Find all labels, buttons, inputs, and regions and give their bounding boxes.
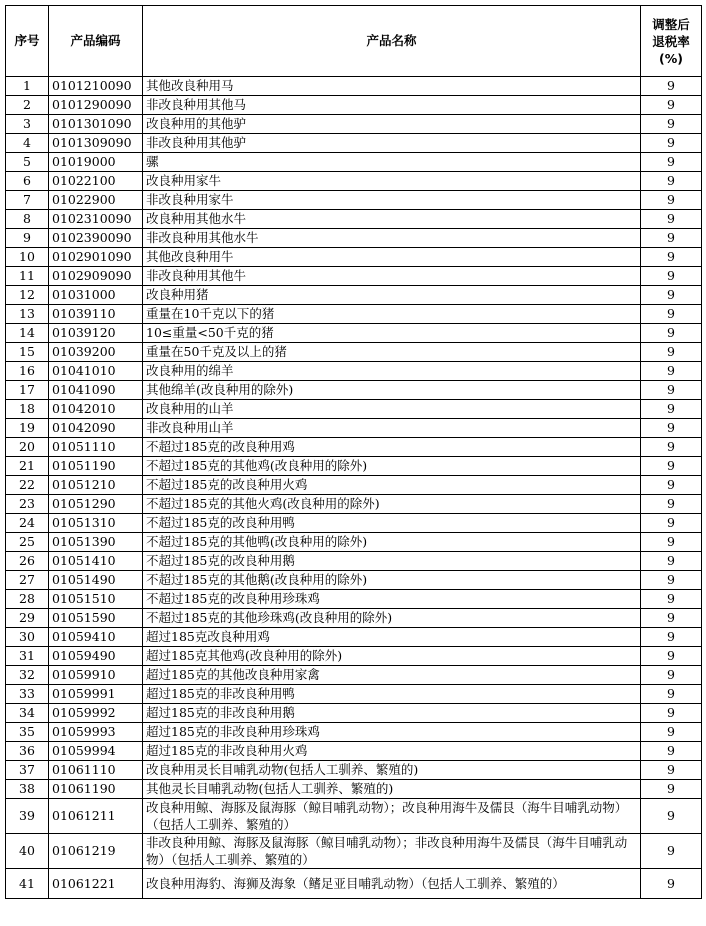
row-rebate-rate: 9 [641, 419, 702, 438]
row-product-name: 不超过185克的改良种用鸡 [143, 438, 641, 457]
row-product-code: 01051490 [49, 571, 143, 590]
row-seq: 40 [6, 834, 49, 869]
table-row [6, 210, 702, 229]
header-rate [641, 6, 702, 77]
table-row [6, 134, 702, 153]
row-seq: 41 [6, 869, 49, 899]
table-row [6, 742, 702, 761]
row-seq: 28 [6, 590, 49, 609]
row-product-name: 不超过185克的其他火鸡(改良种用的除外) [143, 495, 641, 514]
row-rebate-rate: 9 [641, 96, 702, 115]
row-product-name: 不超过185克的其他鸡(改良种用的除外) [143, 457, 641, 476]
row-product-name: 非改良种用其他牛 [143, 267, 641, 286]
row-product-name: 重量在50千克及以上的猪 [143, 343, 641, 362]
row-product-code: 0102909090 [49, 267, 143, 286]
row-rebate-rate: 9 [641, 115, 702, 134]
row-seq: 10 [6, 248, 49, 267]
row-rebate-rate: 9 [641, 685, 702, 704]
row-seq: 21 [6, 457, 49, 476]
table-row [6, 191, 702, 210]
row-seq: 31 [6, 647, 49, 666]
row-product-name: 超过185克的非改良种用鸭 [143, 685, 641, 704]
row-seq: 22 [6, 476, 49, 495]
table-row [6, 799, 702, 834]
row-seq: 25 [6, 533, 49, 552]
row-seq: 36 [6, 742, 49, 761]
row-product-name: 其他灵长目哺乳动物(包括人工驯养、繁殖的) [143, 780, 641, 799]
row-seq: 27 [6, 571, 49, 590]
table-row [6, 723, 702, 742]
row-rebate-rate: 9 [641, 647, 702, 666]
row-rebate-rate: 9 [641, 495, 702, 514]
row-product-name: 非改良种用其他马 [143, 96, 641, 115]
row-seq: 5 [6, 153, 49, 172]
table-row [6, 704, 702, 723]
row-product-name: 非改良种用家牛 [143, 191, 641, 210]
row-product-name: 10≤重量<50千克的猪 [143, 324, 641, 343]
table-row [6, 571, 702, 590]
row-product-name: 超过185克的其他改良种用家禽 [143, 666, 641, 685]
table-row [6, 153, 702, 172]
row-product-name: 超过185克改良种用鸡 [143, 628, 641, 647]
table-row [6, 647, 702, 666]
row-rebate-rate: 9 [641, 229, 702, 248]
table-row [6, 419, 702, 438]
row-product-code: 01051310 [49, 514, 143, 533]
row-product-code: 01061221 [49, 869, 143, 899]
row-product-name: 超过185克其他鸡(改良种用的除外) [143, 647, 641, 666]
table-row [6, 476, 702, 495]
table-row [6, 267, 702, 286]
row-seq: 17 [6, 381, 49, 400]
row-product-code: 0101309090 [49, 134, 143, 153]
row-rebate-rate: 9 [641, 571, 702, 590]
row-rebate-rate: 9 [641, 362, 702, 381]
table-row [6, 514, 702, 533]
row-seq: 35 [6, 723, 49, 742]
row-seq: 6 [6, 172, 49, 191]
row-product-code: 01051590 [49, 609, 143, 628]
table-row [6, 96, 702, 115]
table-row [6, 77, 702, 96]
table-row [6, 869, 702, 899]
row-product-name: 其他改良种用马 [143, 77, 641, 96]
row-product-code: 01059910 [49, 666, 143, 685]
row-product-code: 01051290 [49, 495, 143, 514]
header-rate-line-1: 调整后 [652, 16, 690, 32]
table-row [6, 324, 702, 343]
row-product-name: 改良种用灵长目哺乳动物(包括人工驯养、繁殖的) [143, 761, 641, 780]
table-row [6, 590, 702, 609]
row-product-name: 超过185克的非改良种用鹅 [143, 704, 641, 723]
row-rebate-rate: 9 [641, 609, 702, 628]
row-product-name: 改良种用的其他驴 [143, 115, 641, 134]
header-rate-line-3: (%) [659, 50, 683, 66]
table-row [6, 248, 702, 267]
row-product-code: 01031000 [49, 286, 143, 305]
row-rebate-rate: 9 [641, 191, 702, 210]
table-body [6, 77, 702, 899]
table-row [6, 286, 702, 305]
row-seq: 29 [6, 609, 49, 628]
row-product-code: 01061211 [49, 799, 143, 834]
row-seq: 33 [6, 685, 49, 704]
row-product-name: 不超过185克的其他鹅(改良种用的除外) [143, 571, 641, 590]
row-product-name: 不超过185克的改良种用鸭 [143, 514, 641, 533]
row-product-code: 0101210090 [49, 77, 143, 96]
row-product-name: 改良种用其他水牛 [143, 210, 641, 229]
row-seq: 13 [6, 305, 49, 324]
table-row [6, 780, 702, 799]
row-rebate-rate: 9 [641, 457, 702, 476]
row-product-name: 骡 [143, 153, 641, 172]
row-seq: 18 [6, 400, 49, 419]
row-seq: 38 [6, 780, 49, 799]
row-product-name: 不超过185克的其他珍珠鸡(改良种用的除外) [143, 609, 641, 628]
row-product-code: 01041010 [49, 362, 143, 381]
row-product-code: 0101290090 [49, 96, 143, 115]
table-row [6, 172, 702, 191]
row-product-code: 01051110 [49, 438, 143, 457]
row-product-name: 改良种用猪 [143, 286, 641, 305]
table-row [6, 552, 702, 571]
row-rebate-rate: 9 [641, 590, 702, 609]
row-rebate-rate: 9 [641, 438, 702, 457]
table-row [6, 609, 702, 628]
row-product-code: 0101301090 [49, 115, 143, 134]
row-rebate-rate: 9 [641, 172, 702, 191]
row-product-name: 超过185克的非改良种用火鸡 [143, 742, 641, 761]
row-product-code: 01042010 [49, 400, 143, 419]
row-product-name: 不超过185克的改良种用珍珠鸡 [143, 590, 641, 609]
table-row [6, 834, 702, 869]
row-product-name: 非改良种用其他水牛 [143, 229, 641, 248]
table-row [6, 400, 702, 419]
header-name: 产品名称 [143, 6, 641, 77]
row-product-name: 改良种用鲸、海豚及鼠海豚（鲸目哺乳动物）；改良种用海牛及儒艮（海牛目哺乳动物）（包括人工驯养、繁殖的） [143, 799, 641, 834]
row-product-code: 01042090 [49, 419, 143, 438]
row-product-name: 不超过185克的改良种用火鸡 [143, 476, 641, 495]
row-product-name: 非改良种用鲸、海豚及鼠海豚（鲸目哺乳动物）；非改良种用海牛及儒艮（海牛目哺乳动物）（包括人工驯养、繁殖的） [143, 834, 641, 869]
header-rate-line-2: 退税率 [652, 33, 690, 49]
row-seq: 1 [6, 77, 49, 96]
row-seq: 14 [6, 324, 49, 343]
table-row [6, 761, 702, 780]
row-seq: 15 [6, 343, 49, 362]
row-seq: 39 [6, 799, 49, 834]
row-rebate-rate: 9 [641, 476, 702, 495]
row-product-name: 非改良种用山羊 [143, 419, 641, 438]
row-seq: 23 [6, 495, 49, 514]
table-row [6, 628, 702, 647]
row-product-name: 改良种用海豹、海狮及海象（鳍足亚目哺乳动物）（包括人工驯养、繁殖的） [143, 869, 641, 899]
header-row [6, 6, 702, 77]
row-rebate-rate: 9 [641, 77, 702, 96]
header-seq: 序号 [6, 6, 49, 77]
row-product-code: 01059490 [49, 647, 143, 666]
row-product-code: 01059991 [49, 685, 143, 704]
row-seq: 3 [6, 115, 49, 134]
table-row [6, 115, 702, 134]
table-row [6, 305, 702, 324]
row-rebate-rate: 9 [641, 305, 702, 324]
row-seq: 11 [6, 267, 49, 286]
row-seq: 32 [6, 666, 49, 685]
row-product-code: 01051510 [49, 590, 143, 609]
row-product-code: 01051190 [49, 457, 143, 476]
row-rebate-rate: 9 [641, 286, 702, 305]
row-rebate-rate: 9 [641, 514, 702, 533]
row-product-code: 01059994 [49, 742, 143, 761]
row-product-name: 重量在10千克以下的猪 [143, 305, 641, 324]
table-row [6, 362, 702, 381]
row-product-name: 其他绵羊(改良种用的除外) [143, 381, 641, 400]
row-product-code: 0102390090 [49, 229, 143, 248]
row-product-code: 01059993 [49, 723, 143, 742]
table-row [6, 533, 702, 552]
row-product-name: 非改良种用其他驴 [143, 134, 641, 153]
header-code: 产品编码 [49, 6, 143, 77]
row-product-code: 01051210 [49, 476, 143, 495]
row-rebate-rate: 9 [641, 628, 702, 647]
row-seq: 34 [6, 704, 49, 723]
row-product-code: 01051410 [49, 552, 143, 571]
row-product-code: 01061219 [49, 834, 143, 869]
row-product-code: 01039200 [49, 343, 143, 362]
table-row [6, 343, 702, 362]
row-product-code: 01061190 [49, 780, 143, 799]
row-seq: 26 [6, 552, 49, 571]
table-row [6, 495, 702, 514]
row-seq: 2 [6, 96, 49, 115]
row-product-name: 改良种用家牛 [143, 172, 641, 191]
row-rebate-rate: 9 [641, 761, 702, 780]
table-row [6, 666, 702, 685]
row-rebate-rate: 9 [641, 343, 702, 362]
row-product-code: 01059992 [49, 704, 143, 723]
row-seq: 19 [6, 419, 49, 438]
table-row [6, 381, 702, 400]
row-product-name: 改良种用的山羊 [143, 400, 641, 419]
row-product-name: 超过185克的非改良种用珍珠鸡 [143, 723, 641, 742]
row-seq: 20 [6, 438, 49, 457]
row-seq: 37 [6, 761, 49, 780]
row-seq: 8 [6, 210, 49, 229]
row-rebate-rate: 9 [641, 381, 702, 400]
row-rebate-rate: 9 [641, 742, 702, 761]
row-product-name: 不超过185克的其他鸭(改良种用的除外) [143, 533, 641, 552]
row-rebate-rate: 9 [641, 267, 702, 286]
row-product-code: 01022900 [49, 191, 143, 210]
row-product-code: 01059410 [49, 628, 143, 647]
row-product-code: 0102901090 [49, 248, 143, 267]
table-row [6, 229, 702, 248]
row-rebate-rate: 9 [641, 869, 702, 899]
row-rebate-rate: 9 [641, 153, 702, 172]
row-rebate-rate: 9 [641, 780, 702, 799]
row-rebate-rate: 9 [641, 400, 702, 419]
row-seq: 4 [6, 134, 49, 153]
row-rebate-rate: 9 [641, 799, 702, 834]
row-rebate-rate: 9 [641, 666, 702, 685]
row-rebate-rate: 9 [641, 248, 702, 267]
row-rebate-rate: 9 [641, 134, 702, 153]
row-product-name: 不超过185克的改良种用鹅 [143, 552, 641, 571]
row-seq: 16 [6, 362, 49, 381]
row-product-name: 改良种用的绵羊 [143, 362, 641, 381]
row-seq: 12 [6, 286, 49, 305]
table-row [6, 457, 702, 476]
row-product-code: 01061110 [49, 761, 143, 780]
row-rebate-rate: 9 [641, 210, 702, 229]
row-rebate-rate: 9 [641, 324, 702, 343]
table-row [6, 438, 702, 457]
row-seq: 24 [6, 514, 49, 533]
row-rebate-rate: 9 [641, 704, 702, 723]
row-product-code: 01039120 [49, 324, 143, 343]
row-seq: 7 [6, 191, 49, 210]
row-product-code: 0102310090 [49, 210, 143, 229]
row-seq: 30 [6, 628, 49, 647]
row-product-code: 01039110 [49, 305, 143, 324]
row-rebate-rate: 9 [641, 834, 702, 869]
tax-rebate-table [5, 5, 702, 899]
row-product-code: 01019000 [49, 153, 143, 172]
row-product-code: 01041090 [49, 381, 143, 400]
table-row [6, 685, 702, 704]
row-seq: 9 [6, 229, 49, 248]
row-product-code: 01022100 [49, 172, 143, 191]
row-rebate-rate: 9 [641, 533, 702, 552]
row-product-name: 其他改良种用牛 [143, 248, 641, 267]
row-rebate-rate: 9 [641, 723, 702, 742]
row-rebate-rate: 9 [641, 552, 702, 571]
row-product-code: 01051390 [49, 533, 143, 552]
